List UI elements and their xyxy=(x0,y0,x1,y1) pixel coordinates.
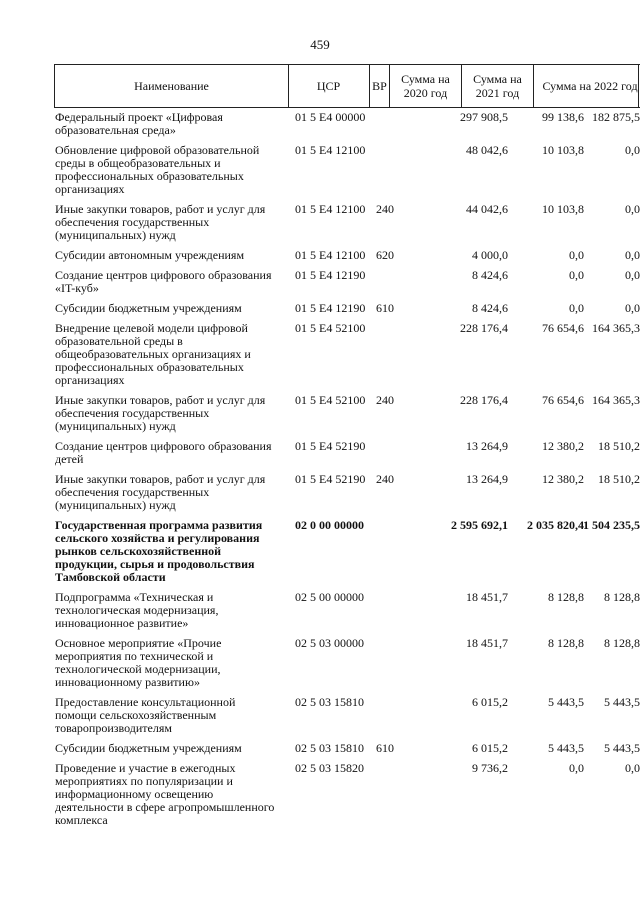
row-sum-2022: 18 510,2 xyxy=(598,439,640,453)
row-sum-2020: 13 264,9 xyxy=(466,472,508,486)
row-sum-2020: 18 451,7 xyxy=(466,636,508,650)
row-sum-2021: 76 654,6 xyxy=(542,393,584,407)
header-csr: ЦСР xyxy=(288,65,370,107)
row-name: Создание центров цифрового образования детей xyxy=(55,439,272,466)
row-sum-2021: 12 380,2 xyxy=(542,439,584,453)
row-name: Внедрение целевой модели цифровой образовательной среды в общеобразовательных организациях и профессиональных образовательных организациях xyxy=(55,321,251,387)
header-name: Наименование xyxy=(54,65,289,107)
row-name: Основное мероприятие «Прочие мероприятия по технической и технологической модернизации, инновационному развитию» xyxy=(55,636,222,689)
row-sum-2020: 2 595 692,1 xyxy=(451,518,508,532)
row-name: Иные закупки товаров, работ и услуг для обеспечения государственных (муниципальных) нужд xyxy=(55,393,266,433)
row-sum-2020: 8 424,6 xyxy=(472,268,508,282)
row-sum-2021: 0,0 xyxy=(569,301,584,315)
row-csr: 01 5 E4 12190 xyxy=(295,301,366,315)
row-vr: 240 xyxy=(376,393,394,407)
row-name: Обновление цифровой образовательной среды в общеобразовательных и профессиональных образовательных организациях xyxy=(55,143,260,196)
row-sum-2021: 5 443,5 xyxy=(548,741,584,755)
table-row xyxy=(54,144,640,196)
row-csr: 02 5 03 00000 xyxy=(295,636,364,650)
row-sum-2022: 8 128,8 xyxy=(604,636,640,650)
row-sum-2022: 0,0 xyxy=(625,301,640,315)
table-row xyxy=(54,249,640,262)
row-sum-2020: 9 736,2 xyxy=(472,761,508,775)
row-name: Подпрограмма «Техническая и технологическая модернизация, инновационное развитие» xyxy=(55,590,219,630)
table-row xyxy=(54,742,640,755)
row-csr: 02 5 03 15820 xyxy=(295,761,364,775)
header-sum-2021: Сумма на 2021 год xyxy=(462,65,534,107)
row-sum-2020: 44 042,6 xyxy=(466,202,508,216)
row-sum-2020: 4 000,0 xyxy=(472,248,508,262)
row-sum-2022: 5 443,5 xyxy=(604,695,640,709)
row-sum-2021: 0,0 xyxy=(569,248,584,262)
row-sum-2021: 10 103,8 xyxy=(542,143,584,157)
row-csr: 01 5 E4 12100 xyxy=(295,202,366,216)
row-sum-2020: 228 176,4 xyxy=(460,321,508,335)
row-csr: 02 5 00 00000 xyxy=(295,590,364,604)
row-name: Субсидии бюджетным учреждениям xyxy=(55,301,242,315)
row-csr: 01 5 E4 12100 xyxy=(295,143,366,157)
row-sum-2021: 76 654,6 xyxy=(542,321,584,335)
table-row xyxy=(54,111,640,137)
row-name: Иные закупки товаров, работ и услуг для обеспечения государственных (муниципальных) нужд xyxy=(55,472,266,512)
table-row xyxy=(54,203,640,242)
table-row xyxy=(54,394,640,433)
header-vr: ВР xyxy=(370,65,390,107)
row-name: Государственная программа развития сельского хозяйства и регулирования рынков сельскохозяйственной продукции, сырья и продовольствия Тамбовской области xyxy=(55,518,263,584)
row-sum-2022: 1 504 235,5 xyxy=(583,518,640,532)
row-csr: 01 5 E4 52100 xyxy=(295,321,366,335)
row-csr: 01 5 E4 00000 xyxy=(295,110,366,124)
row-name: Иные закупки товаров, работ и услуг для обеспечения государственных (муниципальных) нужд xyxy=(55,202,266,242)
table-row xyxy=(54,269,640,295)
row-sum-2022: 164 365,3 xyxy=(592,393,640,407)
header-sum-2020: Сумма на 2020 год xyxy=(390,65,462,107)
header-sum-2022: Сумма на 2022 год xyxy=(534,65,639,107)
row-csr: 01 5 E4 52190 xyxy=(295,472,366,486)
row-name: Субсидии автономным учреждениям xyxy=(55,248,245,262)
row-vr: 610 xyxy=(376,301,394,315)
table-row xyxy=(54,591,640,630)
row-name: Субсидии бюджетным учреждениям xyxy=(55,741,242,755)
table-row xyxy=(54,322,640,387)
row-sum-2021: 8 128,8 xyxy=(548,636,584,650)
table-row xyxy=(54,696,640,735)
row-sum-2021: 0,0 xyxy=(569,761,584,775)
row-vr: 240 xyxy=(376,202,394,216)
table-row xyxy=(54,302,640,315)
table-row xyxy=(54,440,640,466)
row-sum-2020: 6 015,2 xyxy=(472,741,508,755)
row-sum-2021: 12 380,2 xyxy=(542,472,584,486)
page-number: 459 xyxy=(310,37,330,52)
row-sum-2020: 297 908,5 xyxy=(460,110,508,124)
row-sum-2022: 164 365,3 xyxy=(592,321,640,335)
row-sum-2021: 2 035 820,4 xyxy=(527,518,584,532)
table-body xyxy=(54,111,640,834)
row-sum-2022: 0,0 xyxy=(625,248,640,262)
row-vr: 610 xyxy=(376,741,394,755)
row-csr: 02 5 03 15810 xyxy=(295,741,364,755)
row-csr: 02 5 03 15810 xyxy=(295,695,364,709)
row-csr: 01 5 E4 12190 xyxy=(295,268,366,282)
row-sum-2020: 18 451,7 xyxy=(466,590,508,604)
row-sum-2020: 228 176,4 xyxy=(460,393,508,407)
table-row xyxy=(54,519,640,584)
row-csr: 02 0 00 00000 xyxy=(295,518,364,532)
row-sum-2022: 8 128,8 xyxy=(604,590,640,604)
row-sum-2021: 10 103,8 xyxy=(542,202,584,216)
row-name: Создание центров цифрового образования «IT-куб» xyxy=(55,268,272,295)
table-row xyxy=(54,762,640,827)
row-sum-2020: 13 264,9 xyxy=(466,439,508,453)
table-row xyxy=(54,637,640,689)
row-vr: 620 xyxy=(376,248,394,262)
row-sum-2020: 6 015,2 xyxy=(472,695,508,709)
row-name: Предоставление консультационной помощи сельскохозяйственным товаропроизводителям xyxy=(55,695,236,735)
row-sum-2022: 18 510,2 xyxy=(598,472,640,486)
row-csr: 01 5 E4 52100 xyxy=(295,393,366,407)
row-vr: 240 xyxy=(376,472,394,486)
row-csr: 01 5 E4 52190 xyxy=(295,439,366,453)
row-name: Федеральный проект «Цифровая образовательная среда» xyxy=(55,110,223,137)
table-row xyxy=(54,473,640,512)
row-sum-2021: 5 443,5 xyxy=(548,695,584,709)
row-sum-2022: 0,0 xyxy=(625,202,640,216)
row-sum-2022: 182 875,5 xyxy=(592,110,640,124)
row-sum-2020: 48 042,6 xyxy=(466,143,508,157)
table-header xyxy=(54,64,640,108)
row-sum-2022: 0,0 xyxy=(625,143,640,157)
row-sum-2021: 8 128,8 xyxy=(548,590,584,604)
row-sum-2022: 0,0 xyxy=(625,268,640,282)
row-name: Проведение и участие в ежегодных мероприятиях по популяризации и информационному освещению деятельности в сфере агропромышленного комплекса xyxy=(55,761,275,827)
row-sum-2022: 5 443,5 xyxy=(604,741,640,755)
row-sum-2020: 8 424,6 xyxy=(472,301,508,315)
row-sum-2021: 0,0 xyxy=(569,268,584,282)
row-csr: 01 5 E4 12100 xyxy=(295,248,366,262)
row-sum-2021: 99 138,6 xyxy=(542,110,584,124)
row-sum-2022: 0,0 xyxy=(625,761,640,775)
